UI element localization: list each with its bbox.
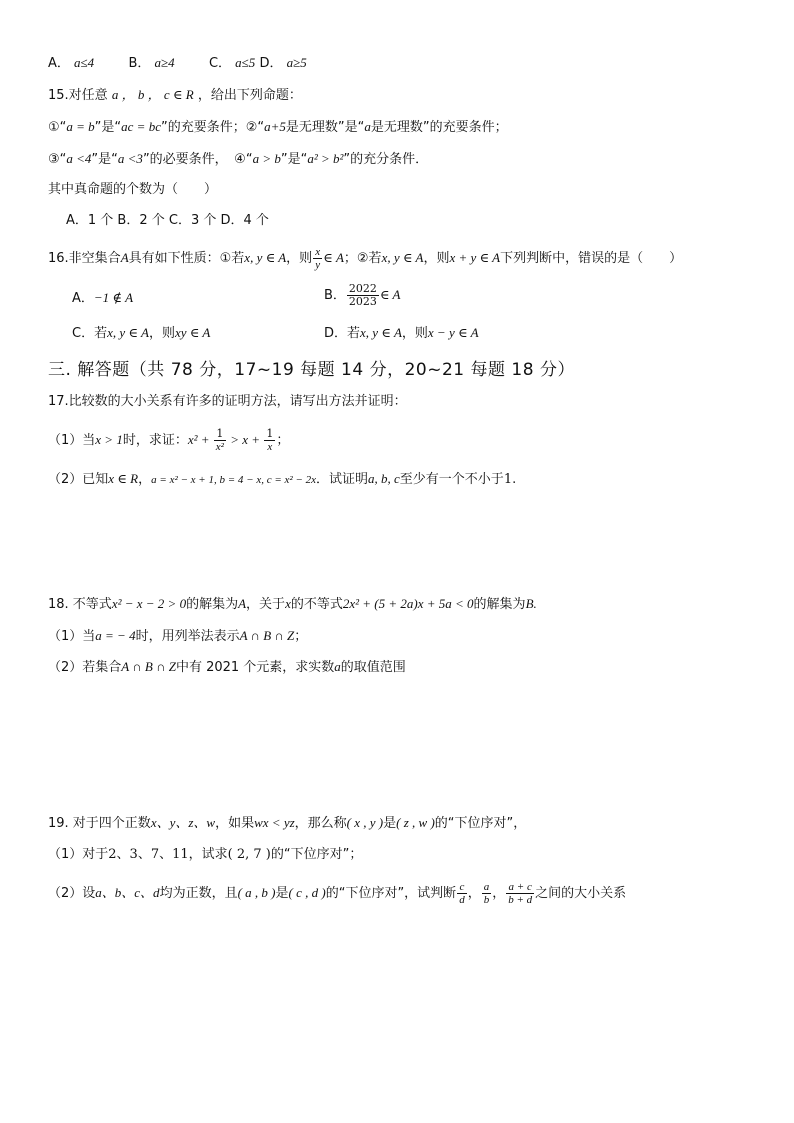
q16-option-d-math2: x − y ∈ A	[427, 325, 479, 340]
q15-s1-c: ”的充要条件；②“	[160, 120, 265, 135]
q18-m4: 2x² + (5 + 2a)x + 5a < 0	[342, 596, 474, 611]
q19-m1: x、y、z、w	[150, 815, 216, 830]
q19-p2-d: 的“下位序对”，试判断	[325, 886, 457, 901]
q16-text-c: ，则	[286, 251, 313, 266]
q16-option-c-mid: ，则	[148, 326, 175, 341]
q15-s2-m3: a > b	[252, 151, 281, 166]
q16-text-f: 下列判断中，错误的是（ ）	[500, 251, 683, 266]
q18-stem	[48, 595, 537, 614]
q16-option-b-tail: ∈ A	[379, 287, 401, 302]
q16-option-d-math1: x, y ∈ A	[360, 325, 402, 340]
q19-p1-b: ，试求	[188, 847, 228, 862]
q19-m2: wx < yz	[254, 815, 295, 830]
q18-m2: A	[238, 596, 247, 611]
q14-option-a-math: a≤4	[74, 55, 95, 70]
q17-p2-a: （2）已知	[48, 472, 109, 487]
q17-p1-end: ；	[276, 433, 290, 448]
q19-p2-e: 之间的大小关系	[535, 886, 627, 901]
q19-p2-m1: a、b、c、d	[95, 885, 160, 900]
q19-p2-sep2: ，	[492, 886, 506, 901]
q15-s2-m2: a <3	[117, 151, 143, 166]
q15-statement-1	[48, 118, 508, 137]
q19-m4: ( z , w )	[396, 815, 435, 830]
q17-p2-d: 至少有一个不小于	[399, 472, 504, 487]
q17-p2-m2: a = x² − x + 1, b = 4 − x, c = x² − 2x	[151, 474, 316, 486]
q16-m4: x + y ∈ A	[449, 250, 501, 265]
q18-t-e: 的解集为	[473, 597, 526, 612]
q15-s2-m4: a² > b²	[307, 151, 344, 166]
q16-option-d-label: D．若	[324, 326, 361, 341]
q15-question: 其中真命题的个数为（ ）	[48, 182, 218, 197]
q19-p2-fraction-2	[482, 881, 492, 906]
q19-p2-b: 均为正数，且	[159, 886, 238, 901]
q17-p2-m1: x ∈ R	[108, 471, 139, 486]
q17-p1-b: 时，求证：	[122, 433, 188, 448]
q17-stem: 17.比较数的大小关系有许多的证明方法，请写出方法并证明：	[48, 394, 407, 409]
q16-option-c-math2: xy ∈ A	[174, 325, 211, 340]
q14-option-c-label: C．	[208, 56, 232, 71]
q15-intro-tail: ，给出下列命题：	[197, 88, 302, 103]
q19-p1-m1: 2、3、7、11	[108, 847, 189, 862]
q14-option-d-math: a≥5	[286, 55, 307, 70]
q17-p1-f2-den: x	[267, 441, 273, 453]
q17-p2-m4: 1	[503, 472, 513, 487]
q19-m3: ( x , y )	[346, 815, 384, 830]
q19-stem	[48, 814, 526, 833]
q18-p2-b: 中有 2021 个元素，求实数	[175, 660, 335, 675]
q17-part-1	[48, 428, 289, 453]
q19-t-d: 是	[383, 816, 397, 831]
q19-p2-fraction-3	[506, 881, 534, 906]
q16-option-b-label: B．	[324, 288, 346, 303]
q18-m5: B.	[525, 596, 537, 611]
q15-s2-b: ”是“	[91, 152, 118, 167]
q15-s2-m1: a <4	[66, 151, 92, 166]
q15-s1-m3: a+5	[264, 119, 286, 134]
q16-option-b	[324, 283, 401, 308]
q15-s1-m2: ac = bc	[121, 119, 161, 134]
q15-vars: a ， b ， c ∈ R	[111, 87, 194, 102]
q19-p1-c: 的“下位序对”；	[270, 847, 363, 862]
q19-p2-f3-den: b + d	[508, 894, 533, 906]
section-3-heading: 三. 解答题（共 78 分，17~19 每题 14 分，20~21 每题 18 分）	[48, 360, 575, 380]
q18-p2-c: 的取值范围	[340, 660, 406, 675]
q19-p2-f2-num: a	[483, 881, 490, 893]
q15-s1-a: ①“	[48, 120, 67, 135]
q16-option-a	[72, 289, 133, 308]
q16-stem	[48, 246, 682, 271]
q19-p2-f1-den: d	[459, 894, 465, 906]
q17-part-2	[48, 470, 516, 489]
q18-m3: x	[285, 596, 291, 611]
q19-p2-c: 是	[275, 886, 289, 901]
q16-option-b-fraction	[347, 283, 379, 308]
q17-p2-b: ，	[138, 472, 152, 487]
q16-m3: x, y ∈ A	[381, 250, 424, 265]
q19-part-1	[48, 846, 362, 864]
q16-text-d: ；②若	[343, 251, 382, 266]
q19-p2-m2: ( a , b )	[237, 885, 276, 900]
q18-p1-m1: a = − 4	[95, 628, 136, 643]
q18-p2-m1: A ∩ B ∩ Z	[121, 659, 176, 674]
q18-p1-b: 时，用列举法表示	[135, 629, 240, 644]
q18-part-2	[48, 658, 406, 677]
q16-m2: ∈ A	[323, 250, 344, 265]
q16-text-e: ，则	[423, 251, 450, 266]
q16-option-c	[72, 324, 210, 343]
q16-option-b-den: 2023	[348, 295, 377, 308]
q16-option-a-label: A．	[72, 291, 94, 306]
q16-set-a: A	[120, 250, 129, 265]
q19-t-a: 19. 对于四个正数	[48, 816, 151, 831]
q16-option-a-math: −1 ∉ A	[93, 290, 134, 305]
q17-p1-fraction-1	[214, 428, 226, 453]
q15-s1-m1: a = b	[66, 119, 95, 134]
q15-s1-m4: a	[364, 119, 371, 134]
q16-option-c-math1: x, y ∈ A	[107, 325, 149, 340]
q18-t-c: ，关于	[246, 597, 286, 612]
q17-p1-f2-num: 1	[266, 427, 274, 440]
q15-statement-2	[48, 150, 428, 169]
q15-intro	[48, 86, 302, 105]
q15-s1-e: 是无理数”的充要条件；	[370, 120, 508, 135]
q19-t-e: 的“下位序对”，	[434, 816, 527, 831]
q19-t-c: ，那么称	[294, 816, 347, 831]
q17-p1-m: x > 1	[95, 432, 123, 447]
q14-option-d-label: D．	[259, 56, 283, 71]
q17-p1-fraction-2	[264, 428, 275, 453]
q14-option-b-label: B．	[128, 56, 151, 71]
q15-options: A．1 个 B．2 个 C．3 个 D．4 个	[66, 213, 269, 228]
q14-option-c-math: a≤5	[235, 55, 256, 70]
q18-p1-c: ；	[294, 629, 308, 644]
q19-part-2	[48, 881, 626, 906]
q16-fraction	[313, 246, 322, 271]
q18-p1-a: （1）当	[48, 629, 96, 644]
q18-t-b: 的解集为	[186, 597, 239, 612]
q15-intro-text: 15.对任意	[48, 88, 108, 103]
q16-option-b-num: 2022	[348, 282, 377, 295]
q14-option-a-label: A．	[48, 56, 70, 71]
q18-m1: x² − x − 2 > 0	[111, 596, 187, 611]
q19-p2-m3: ( c , d )	[288, 885, 326, 900]
q16-frac-den: y	[315, 259, 321, 271]
q17-p1-f1-den: x²	[215, 441, 224, 453]
q17-p1-expr-b: > x +	[226, 432, 264, 447]
q19-p1-a: （1）对于	[48, 847, 109, 862]
q16-m1: x, y ∈ A	[244, 250, 287, 265]
q17-p2-e: .	[512, 472, 517, 487]
q16-option-d-mid: ，则	[401, 326, 428, 341]
q16-option-c-label: C．若	[72, 326, 108, 341]
q19-t-b: ，如果	[215, 816, 255, 831]
q18-t-a: 18. 不等式	[48, 597, 112, 612]
q18-p2-a: （2）若集合	[48, 660, 122, 675]
q14-option-b-math: a≥4	[154, 55, 175, 70]
q15-s2-a: ③“	[48, 152, 67, 167]
q18-p2-m2: a	[334, 659, 341, 674]
q19-p2-f2-den: b	[483, 894, 490, 906]
q15-s1-b: ”是“	[94, 120, 122, 135]
q19-p2-fraction-1	[457, 881, 467, 906]
q15-s2-d: ”是“	[280, 152, 308, 167]
q19-p2-f1-num: c	[457, 881, 467, 894]
q18-t-d: 的不等式	[290, 597, 343, 612]
q17-p1-expr-a: x² +	[187, 432, 213, 447]
q15-s1-d: 是无理数”是“	[285, 120, 365, 135]
q19-p1-m2: ( 2, 7 )	[227, 847, 271, 862]
q19-p2-sep1: ，	[467, 886, 481, 901]
q18-p1-m2: A ∩ B ∩ Z	[239, 628, 295, 643]
q14-options	[48, 54, 307, 73]
q19-p2-f3-num: a + c	[506, 881, 534, 894]
q17-p2-m3: a, b, c	[368, 471, 400, 486]
q16-text-a: 16.非空集合	[48, 251, 121, 266]
q19-p2-a: （2）设	[48, 886, 96, 901]
q15-s2-c: ”的必要条件， ④“	[142, 152, 253, 167]
q17-p2-c: ．试证明	[316, 472, 369, 487]
q16-frac-num: x	[315, 246, 321, 258]
q18-part-1	[48, 627, 307, 646]
q16-text-b: 具有如下性质：①若	[128, 251, 245, 266]
q16-option-d	[324, 324, 479, 343]
q17-p1-a: （1）当	[48, 433, 96, 448]
q17-p1-f1-num: 1	[214, 428, 226, 441]
q15-s2-e: ”的充分条件．	[343, 152, 429, 167]
